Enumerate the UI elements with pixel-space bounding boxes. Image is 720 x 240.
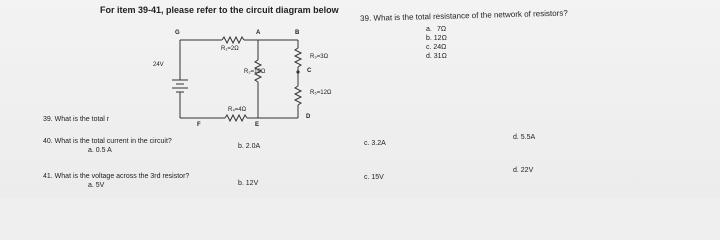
- question-41-option-a: a. 5V: [88, 182, 105, 189]
- resistor-r3-label: R₃=3Ω: [310, 54, 329, 60]
- right-option-a-letter: a.: [426, 26, 432, 33]
- resistor-r5-symbol: [295, 86, 301, 105]
- right-option-d: d. 31Ω: [426, 53, 447, 60]
- node-c-dot: [296, 70, 299, 73]
- resistor-r2-label: R₂=10Ω: [244, 69, 266, 75]
- question-40-option-a: a. 0.5 A: [88, 147, 112, 154]
- question-41-text: 41. What is the voltage across the 3rd resistor?: [43, 173, 190, 180]
- node-label-f: F: [197, 122, 201, 128]
- question-40-option-c: c. 3.2A: [364, 140, 386, 147]
- question-40-option-d: d. 5.5A: [513, 134, 536, 141]
- question-40-option-b: b. 2.0A: [238, 143, 261, 150]
- resistor-r3-symbol: [295, 48, 301, 67]
- resistor-r4-symbol: [225, 115, 247, 121]
- resistor-r1-label: R₁=2Ω: [221, 46, 239, 52]
- right-option-a-value: 7Ω: [437, 26, 447, 33]
- resistor-r4-label: R₄=4Ω: [228, 107, 247, 113]
- battery-label: 24V: [153, 62, 164, 68]
- right-question-text: 39. What is the total resistance of the network of resistors?: [360, 8, 568, 23]
- node-label-d: D: [306, 114, 311, 120]
- question-41-option-d: d. 22V: [513, 167, 534, 174]
- node-label-b: B: [295, 30, 300, 36]
- node-label-g: G: [175, 30, 180, 36]
- instruction-text: For item 39-41, please refer to the circuit diagram below: [100, 5, 339, 15]
- question-39-text: 39. What is the total r: [43, 116, 110, 123]
- resistor-r1-symbol: [222, 37, 244, 43]
- question-41-option-b: b. 12V: [238, 180, 259, 187]
- right-option-b: b. 12Ω: [426, 35, 447, 42]
- node-label-a: A: [256, 30, 261, 36]
- question-40-text: 40. What is the total current in the circuit?: [43, 138, 172, 145]
- resistor-r5-label: R₅=12Ω: [310, 90, 332, 96]
- right-option-c: c. 24Ω: [426, 44, 447, 51]
- node-label-e: E: [255, 122, 260, 128]
- question-41-option-c: c. 15V: [364, 174, 384, 181]
- node-label-c: C: [307, 68, 312, 74]
